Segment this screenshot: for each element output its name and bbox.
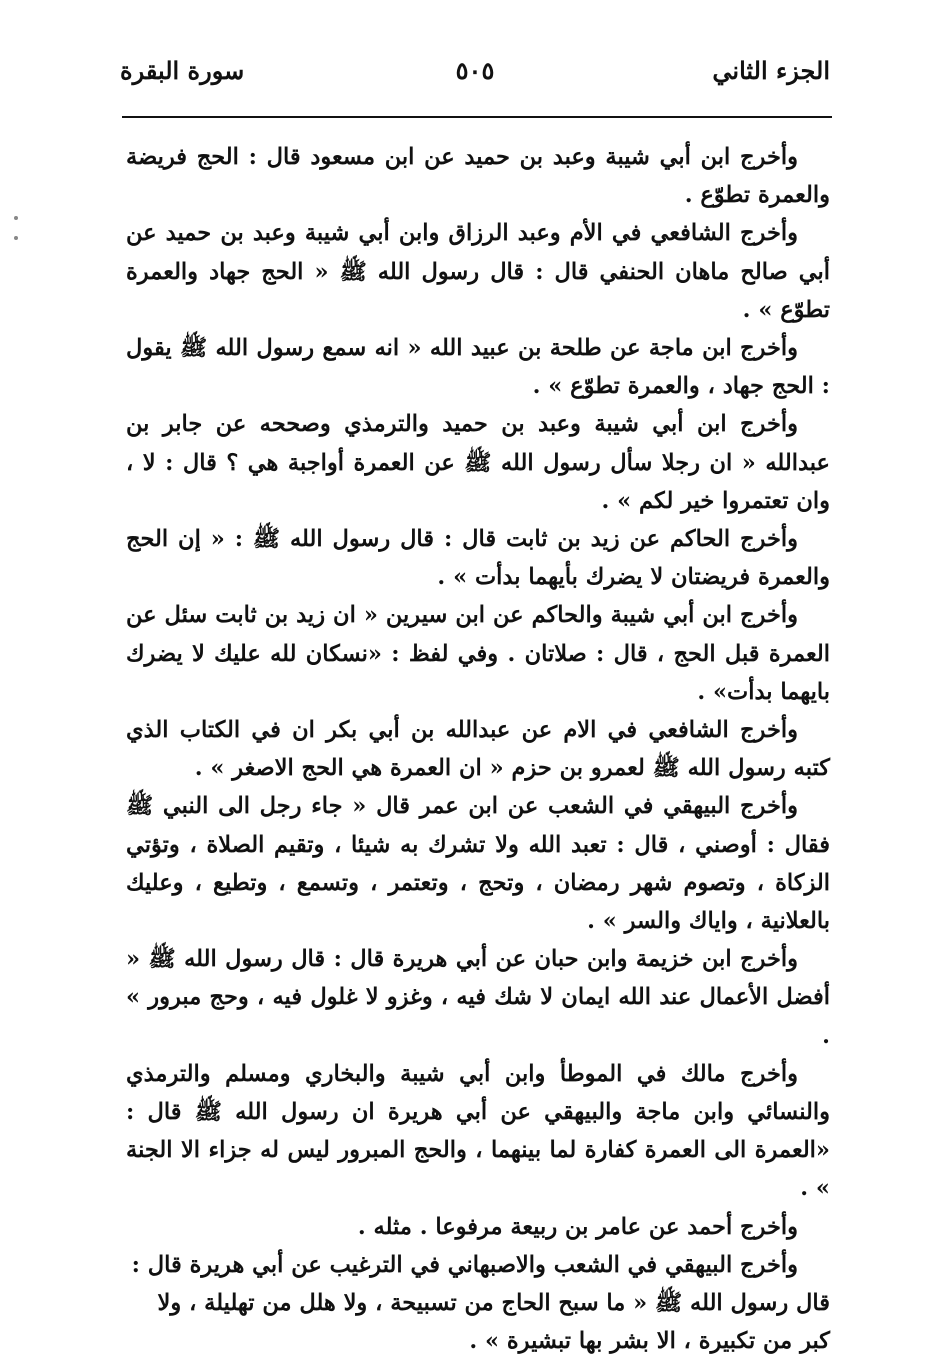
paragraph: وأخرج الحاكم عن زيد بن ثابت قال : قال رسول الله ﷺ : « إن الحج والعمرة فريضتان لا يضرك بأيهما بدأت » . [126,526,830,591]
paragraph: وأخرج الشافعي في الأم وعبد الرزاق وابن أبي شيبة وعبد بن حميد عن أبي صالح ماهان الحنفي قال : قال رسول الله ﷺ « الحج جهاد والعمرة تطوّع » . [126,220,830,323]
paragraph: وأخرج أحمد عن عامر بن ربيعة مرفوعا . مثله . [357,1213,798,1240]
paragraph: وأخرج الشافعي في الام عن عبدالله بن أبي بكر ان في الكتاب الذي كتبه رسول الله ﷺ لعمرو بن حزم « ان العمرة هي الحج الاصغر » . [126,717,830,782]
volume-part-label: الجزء الثاني [712,56,830,85]
paragraph: وأخرج البيهقي في الشعب عن ابن عمر قال « جاء رجل الى النبي ﷺ فقال : أوصني ، قال : تعبد الله ولا تشرك به شيئا ، وتقيم الصلاة ، وتؤتي الزكاة ، وتصوم شهر رمضان ، وتحج ، وتعتمر ، وتسمع ، وتطيع ، وعليك بالعلانية ، واياك والسر » . [126,793,830,935]
scan-speck [14,236,18,240]
header-divider [122,116,832,118]
paragraph: وأخرج ابن ماجة عن طلحة بن عبيد الله « انه سمع رسول الله ﷺ يقول : الحج جهاد ، والعمرة تطوّع » . [126,335,830,400]
paragraph: وأخرج مالك في الموطأ وابن أبي شيبة والبخاري ومسلم والترمذي والنسائي وابن ماجة والبيهقي عن أبي هريرة ان رسول الله ﷺ قال : «العمرة الى العمرة كفارة لما بينهما ، والحج المبرور ليس له جزاء الا الجنة » . [126,1060,830,1202]
paragraph: وأخرج ابن أبي شيبة وعبد بن حميد عن ابن مسعود قال : الحج فريضة والعمرة تطوّع . [126,144,830,209]
paragraph: وأخرج ابن أبي شيبة وعبد بن حميد والترمذي وصححه عن جابر بن عبدالله « ان رجلا سأل رسول الله ﷺ عن العمرة أواجبة هي ؟ قال : لا ، وان تعتمروا خير لكم » . [126,411,830,514]
page-body [126,138,830,1361]
paragraph: وأخرج ابن أبي شيبة والحاكم عن ابن سيرين « ان زيد بن ثابت سئل عن العمرة قبل الحج ، قال : صلاتان . وفي لفظ : «نسكان لله عليك لا يضرك بايهما بدأت» . [126,602,830,705]
page-header [120,56,830,96]
paragraph: وأخرج البيهقي في الشعب والاصبهاني في الترغيب عن أبي هريرة قال : قال رسول الله ﷺ « ما سبح الحاج من تسبيحة ، ولا هلل من تهليلة ، ولا كبر من تكبيرة ، الا بشر بها تبشيرة » . [131,1251,830,1355]
surah-title: سورة البقرة [120,56,245,85]
paragraph: وأخرج ابن خزيمة وابن حبان عن أبي هريرة قال : قال رسول الله ﷺ « أفضل الأعمال عند الله ايمان لا شك فيه ، وغزو لا غلول فيه ، وحج مبرور » . [126,946,830,1049]
scan-speck [14,216,18,220]
page-number: ٥٠٥ [455,56,495,85]
